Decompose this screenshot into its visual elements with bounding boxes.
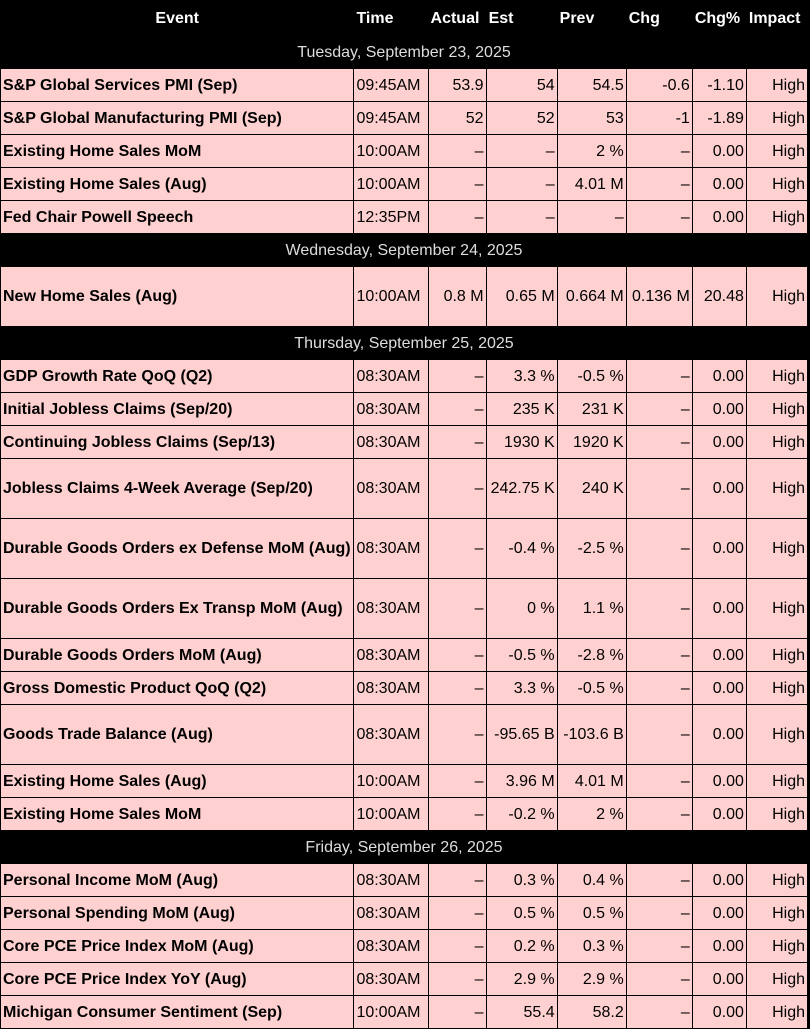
cell-chg-pct: 0.00 bbox=[692, 360, 746, 393]
cell-time: 08:30AM bbox=[354, 459, 428, 519]
cell-actual: 0.8 M bbox=[428, 267, 486, 327]
cell-impact: High bbox=[746, 765, 807, 798]
cell-prev: -103.6 B bbox=[557, 705, 626, 765]
cell-prev: – bbox=[557, 201, 626, 234]
cell-est: 2.9 % bbox=[486, 963, 557, 996]
cell-time: 08:30AM bbox=[354, 579, 428, 639]
cell-prev: 0.4 % bbox=[557, 864, 626, 897]
cell-time: 10:00AM bbox=[354, 168, 428, 201]
cell-impact: High bbox=[746, 69, 807, 102]
cell-est: -0.5 % bbox=[486, 639, 557, 672]
cell-time: 12:35PM bbox=[354, 201, 428, 234]
cell-chg: -0.6 bbox=[626, 69, 692, 102]
cell-actual: 52 bbox=[428, 102, 486, 135]
cell-event: Core PCE Price Index MoM (Aug) bbox=[1, 930, 354, 963]
cell-event: GDP Growth Rate QoQ (Q2) bbox=[1, 360, 354, 393]
cell-impact: High bbox=[746, 963, 807, 996]
cell-prev: 58.2 bbox=[557, 996, 626, 1029]
col-header-time[interactable]: Time bbox=[354, 1, 428, 36]
cell-time: 08:30AM bbox=[354, 426, 428, 459]
cell-est: 55.4 bbox=[486, 996, 557, 1029]
cell-est: 0 % bbox=[486, 579, 557, 639]
cell-chg-pct: 0.00 bbox=[692, 519, 746, 579]
cell-prev: 4.01 M bbox=[557, 168, 626, 201]
cell-est: – bbox=[486, 135, 557, 168]
table-row bbox=[1, 135, 808, 168]
cell-event: Michigan Consumer Sentiment (Sep) bbox=[1, 996, 354, 1029]
cell-time: 09:45AM bbox=[354, 69, 428, 102]
cell-impact: High bbox=[746, 360, 807, 393]
cell-time: 10:00AM bbox=[354, 996, 428, 1029]
col-header-est[interactable]: Est bbox=[486, 1, 557, 36]
table-row bbox=[1, 393, 808, 426]
col-header-chg[interactable]: Chg bbox=[626, 1, 692, 36]
cell-impact: High bbox=[746, 996, 807, 1029]
cell-prev: 1.1 % bbox=[557, 579, 626, 639]
cell-event: Jobless Claims 4-Week Average (Sep/20) bbox=[1, 459, 354, 519]
cell-prev: -0.5 % bbox=[557, 360, 626, 393]
cell-actual: – bbox=[428, 519, 486, 579]
table-row bbox=[1, 705, 808, 765]
cell-impact: High bbox=[746, 519, 807, 579]
cell-chg-pct: 0.00 bbox=[692, 897, 746, 930]
cell-event: Continuing Jobless Claims (Sep/13) bbox=[1, 426, 354, 459]
cell-event: Existing Home Sales (Aug) bbox=[1, 168, 354, 201]
date-row bbox=[1, 831, 808, 864]
cell-actual: – bbox=[428, 201, 486, 234]
table-row bbox=[1, 996, 808, 1029]
cell-prev: 2 % bbox=[557, 798, 626, 831]
cell-actual: – bbox=[428, 864, 486, 897]
cell-est: 242.75 K bbox=[486, 459, 557, 519]
cell-chg-pct: 0.00 bbox=[692, 705, 746, 765]
date-label: Tuesday, September 23, 2025 bbox=[1, 36, 808, 69]
cell-time: 08:30AM bbox=[354, 930, 428, 963]
cell-chg-pct: 0.00 bbox=[692, 864, 746, 897]
cell-chg-pct: 0.00 bbox=[692, 963, 746, 996]
cell-time: 08:30AM bbox=[354, 897, 428, 930]
cell-impact: High bbox=[746, 639, 807, 672]
cell-impact: High bbox=[746, 168, 807, 201]
cell-chg: – bbox=[626, 201, 692, 234]
table-row bbox=[1, 102, 808, 135]
cell-time: 08:30AM bbox=[354, 864, 428, 897]
table-row bbox=[1, 201, 808, 234]
cell-event: S&P Global Manufacturing PMI (Sep) bbox=[1, 102, 354, 135]
cell-chg-pct: -1.89 bbox=[692, 102, 746, 135]
cell-prev: 2.9 % bbox=[557, 963, 626, 996]
cell-est: 0.65 M bbox=[486, 267, 557, 327]
cell-time: 10:00AM bbox=[354, 267, 428, 327]
cell-prev: -0.5 % bbox=[557, 672, 626, 705]
cell-est: 0.3 % bbox=[486, 864, 557, 897]
header-row bbox=[1, 1, 808, 36]
cell-event: Core PCE Price Index YoY (Aug) bbox=[1, 963, 354, 996]
cell-chg: – bbox=[626, 639, 692, 672]
cell-chg: – bbox=[626, 168, 692, 201]
cell-event: Initial Jobless Claims (Sep/20) bbox=[1, 393, 354, 426]
cell-est: 52 bbox=[486, 102, 557, 135]
cell-actual: – bbox=[428, 897, 486, 930]
table-row bbox=[1, 459, 808, 519]
table-row bbox=[1, 360, 808, 393]
cell-prev: -2.8 % bbox=[557, 639, 626, 672]
cell-est: 0.5 % bbox=[486, 897, 557, 930]
cell-est: -95.65 B bbox=[486, 705, 557, 765]
cell-actual: – bbox=[428, 459, 486, 519]
cell-chg-pct: 0.00 bbox=[692, 996, 746, 1029]
cell-chg: – bbox=[626, 864, 692, 897]
cell-time: 10:00AM bbox=[354, 765, 428, 798]
date-label: Thursday, September 25, 2025 bbox=[1, 327, 808, 360]
cell-est: -0.2 % bbox=[486, 798, 557, 831]
cell-time: 09:45AM bbox=[354, 102, 428, 135]
cell-chg-pct: 0.00 bbox=[692, 168, 746, 201]
cell-actual: – bbox=[428, 672, 486, 705]
cell-est: 3.96 M bbox=[486, 765, 557, 798]
table-row bbox=[1, 69, 808, 102]
cell-est: 1930 K bbox=[486, 426, 557, 459]
cell-event: Existing Home Sales MoM bbox=[1, 135, 354, 168]
cell-impact: High bbox=[746, 864, 807, 897]
col-header-event[interactable]: Event bbox=[1, 1, 354, 36]
date-row bbox=[1, 234, 808, 267]
col-header-prev[interactable]: Prev bbox=[557, 1, 626, 36]
cell-prev: 0.664 M bbox=[557, 267, 626, 327]
cell-chg-pct: 0.00 bbox=[692, 426, 746, 459]
table-row bbox=[1, 426, 808, 459]
cell-chg-pct: 0.00 bbox=[692, 201, 746, 234]
cell-prev: 1920 K bbox=[557, 426, 626, 459]
cell-actual: – bbox=[428, 996, 486, 1029]
cell-chg: – bbox=[626, 135, 692, 168]
table-row bbox=[1, 579, 808, 639]
cell-prev: 54.5 bbox=[557, 69, 626, 102]
cell-chg-pct: 0.00 bbox=[692, 798, 746, 831]
cell-prev: 53 bbox=[557, 102, 626, 135]
cell-actual: – bbox=[428, 963, 486, 996]
cell-impact: High bbox=[746, 426, 807, 459]
cell-prev: 0.3 % bbox=[557, 930, 626, 963]
cell-chg: -1 bbox=[626, 102, 692, 135]
cell-actual: – bbox=[428, 168, 486, 201]
cell-est: 235 K bbox=[486, 393, 557, 426]
cell-chg: – bbox=[626, 360, 692, 393]
cell-chg-pct: 0.00 bbox=[692, 135, 746, 168]
cell-time: 10:00AM bbox=[354, 135, 428, 168]
cell-actual: – bbox=[428, 639, 486, 672]
cell-chg-pct: 0.00 bbox=[692, 459, 746, 519]
cell-event: Durable Goods Orders Ex Transp MoM (Aug) bbox=[1, 579, 354, 639]
cell-est: 0.2 % bbox=[486, 930, 557, 963]
cell-time: 08:30AM bbox=[354, 519, 428, 579]
cell-time: 08:30AM bbox=[354, 360, 428, 393]
table-row bbox=[1, 519, 808, 579]
cell-est: – bbox=[486, 201, 557, 234]
cell-chg: – bbox=[626, 459, 692, 519]
table-row bbox=[1, 930, 808, 963]
cell-impact: High bbox=[746, 393, 807, 426]
cell-event: Existing Home Sales (Aug) bbox=[1, 765, 354, 798]
cell-actual: – bbox=[428, 705, 486, 765]
cell-impact: High bbox=[746, 135, 807, 168]
cell-event: New Home Sales (Aug) bbox=[1, 267, 354, 327]
table-row bbox=[1, 798, 808, 831]
cell-est: 3.3 % bbox=[486, 672, 557, 705]
cell-event: Personal Income MoM (Aug) bbox=[1, 864, 354, 897]
cell-chg: – bbox=[626, 765, 692, 798]
cell-time: 08:30AM bbox=[354, 393, 428, 426]
cell-impact: High bbox=[746, 459, 807, 519]
cell-est: 3.3 % bbox=[486, 360, 557, 393]
col-header-impact[interactable]: Impact bbox=[746, 1, 807, 36]
table-row bbox=[1, 963, 808, 996]
cell-actual: – bbox=[428, 765, 486, 798]
cell-time: 08:30AM bbox=[354, 639, 428, 672]
cell-chg: – bbox=[626, 705, 692, 765]
cell-chg: – bbox=[626, 579, 692, 639]
cell-prev: 0.5 % bbox=[557, 897, 626, 930]
cell-event: Goods Trade Balance (Aug) bbox=[1, 705, 354, 765]
cell-event: Gross Domestic Product QoQ (Q2) bbox=[1, 672, 354, 705]
cell-chg-pct: 0.00 bbox=[692, 765, 746, 798]
cell-chg-pct: 0.00 bbox=[692, 579, 746, 639]
date-label: Wednesday, September 24, 2025 bbox=[1, 234, 808, 267]
table-row bbox=[1, 897, 808, 930]
cell-prev: -2.5 % bbox=[557, 519, 626, 579]
cell-event: Durable Goods Orders MoM (Aug) bbox=[1, 639, 354, 672]
cell-time: 08:30AM bbox=[354, 963, 428, 996]
cell-chg: – bbox=[626, 930, 692, 963]
cell-prev: 240 K bbox=[557, 459, 626, 519]
table-row bbox=[1, 639, 808, 672]
cell-chg-pct: 20.48 bbox=[692, 267, 746, 327]
cell-chg: – bbox=[626, 426, 692, 459]
cell-actual: – bbox=[428, 360, 486, 393]
cell-impact: High bbox=[746, 579, 807, 639]
table-row bbox=[1, 168, 808, 201]
cell-impact: High bbox=[746, 267, 807, 327]
cell-chg: – bbox=[626, 393, 692, 426]
cell-prev: 2 % bbox=[557, 135, 626, 168]
date-row bbox=[1, 36, 808, 69]
cell-prev: 231 K bbox=[557, 393, 626, 426]
cell-actual: – bbox=[428, 135, 486, 168]
cell-impact: High bbox=[746, 930, 807, 963]
cell-actual: – bbox=[428, 579, 486, 639]
table-row bbox=[1, 267, 808, 327]
cell-actual: – bbox=[428, 930, 486, 963]
cell-chg: – bbox=[626, 996, 692, 1029]
table-row bbox=[1, 864, 808, 897]
cell-chg: – bbox=[626, 798, 692, 831]
cell-actual: 53.9 bbox=[428, 69, 486, 102]
cell-impact: High bbox=[746, 201, 807, 234]
cell-chg-pct: 0.00 bbox=[692, 930, 746, 963]
cell-impact: High bbox=[746, 102, 807, 135]
col-header-chg-pct[interactable]: Chg% bbox=[692, 1, 746, 36]
cell-impact: High bbox=[746, 705, 807, 765]
cell-chg: 0.136 M bbox=[626, 267, 692, 327]
cell-chg-pct: 0.00 bbox=[692, 393, 746, 426]
cell-chg-pct: -1.10 bbox=[692, 69, 746, 102]
cell-est: – bbox=[486, 168, 557, 201]
cell-event: Existing Home Sales MoM bbox=[1, 798, 354, 831]
date-label: Friday, September 26, 2025 bbox=[1, 831, 808, 864]
cell-time: 10:00AM bbox=[354, 798, 428, 831]
table-row bbox=[1, 672, 808, 705]
cell-impact: High bbox=[746, 798, 807, 831]
cell-est: -0.4 % bbox=[486, 519, 557, 579]
cell-event: Personal Spending MoM (Aug) bbox=[1, 897, 354, 930]
cell-chg-pct: 0.00 bbox=[692, 672, 746, 705]
cell-actual: – bbox=[428, 393, 486, 426]
table-row bbox=[1, 765, 808, 798]
cell-actual: – bbox=[428, 798, 486, 831]
cell-event: S&P Global Services PMI (Sep) bbox=[1, 69, 354, 102]
cell-actual: – bbox=[428, 426, 486, 459]
cell-chg: – bbox=[626, 897, 692, 930]
cell-event: Fed Chair Powell Speech bbox=[1, 201, 354, 234]
date-row bbox=[1, 327, 808, 360]
cell-prev: 4.01 M bbox=[557, 765, 626, 798]
cell-est: 54 bbox=[486, 69, 557, 102]
cell-chg: – bbox=[626, 672, 692, 705]
col-header-actual[interactable]: Actual bbox=[428, 1, 486, 36]
cell-chg-pct: 0.00 bbox=[692, 639, 746, 672]
cell-event: Durable Goods Orders ex Defense MoM (Aug) bbox=[1, 519, 354, 579]
cell-time: 08:30AM bbox=[354, 705, 428, 765]
cell-chg: – bbox=[626, 519, 692, 579]
cell-impact: High bbox=[746, 897, 807, 930]
cell-time: 08:30AM bbox=[354, 672, 428, 705]
cell-impact: High bbox=[746, 672, 807, 705]
cell-chg: – bbox=[626, 963, 692, 996]
